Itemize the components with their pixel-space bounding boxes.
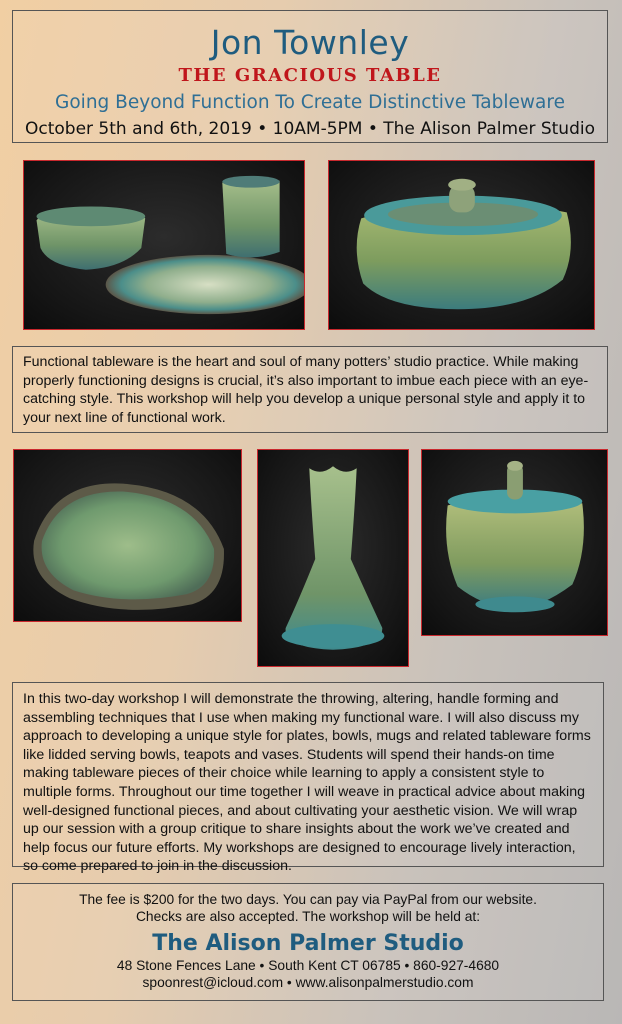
- workshop-description-box: [12, 682, 604, 875]
- photo-lidded-jar: [421, 449, 608, 636]
- photo-lidded-bowl: [328, 160, 595, 330]
- contact-info: spoonrest@icloud.com • www.alisonpalmerstudio.com: [142, 975, 474, 990]
- lidded-bowl-image: [329, 161, 594, 329]
- header-box: [12, 10, 608, 143]
- studio-address: 48 Stone Fences Lane • South Kent CT 06785 • 860-927-4680: [116, 958, 500, 973]
- vase-image: [258, 450, 408, 666]
- workshop-title: THE GRACIOUS TABLE: [178, 65, 442, 86]
- footer-box: [12, 883, 604, 1001]
- oval-dish-image: [14, 450, 241, 621]
- date-line: October 5th and 6th, 2019 • 10AM-5PM • The Alison Palmer Studio: [25, 119, 595, 139]
- intro-box: [12, 346, 608, 433]
- page-title: Jon Townley: [210, 23, 410, 62]
- studio-name: The Alison Palmer Studio: [152, 931, 464, 956]
- intro-text: Functional tableware is the heart and soul of many potters’ studio practice. While making properly functioning designs is crucial, it’s also important to imbue each piece with an eye-catching style. This workshop will help you develop a unique personal style and apply it to your next line of functional work.: [23, 354, 589, 426]
- photo-oval-dish: [13, 449, 242, 622]
- photo-vase: [257, 449, 409, 667]
- tableware-set-image: [24, 161, 304, 329]
- workshop-description-text: In this two-day workshop I will demonstrate the throwing, altering, handle forming and assembling techniques that I use when making my functional ware. I will also discuss my approach to developing a unique style for plates, bowls, mugs and related tableware forms like lidded serving bowls, teapots and vases. Students will spend their hands-on time making tableware pieces of their choice while learning to apply a consistent style to multiple forms. Throughout our time together I will weave in practical advice about making well-designed functional pieces, and about cultivating your aesthetic vision. We will wrap up our session with a group critique to share insights about the work we’ve created and help focus our future efforts. My workshops are designed to encourage lively interaction, so come prepared to join in the discussion.: [23, 691, 591, 875]
- fee-info: [13, 891, 603, 925]
- fee-line-2: Checks are also accepted. The workshop will be held at:: [135, 909, 481, 924]
- tagline: Going Beyond Function To Create Distinctive Tableware: [55, 92, 565, 113]
- photo-bowl-cup-plate: [23, 160, 305, 330]
- lidded-jar-image: [422, 450, 607, 635]
- fee-line-1: The fee is $200 for the two days. You can pay via PayPal from our website.: [79, 892, 537, 907]
